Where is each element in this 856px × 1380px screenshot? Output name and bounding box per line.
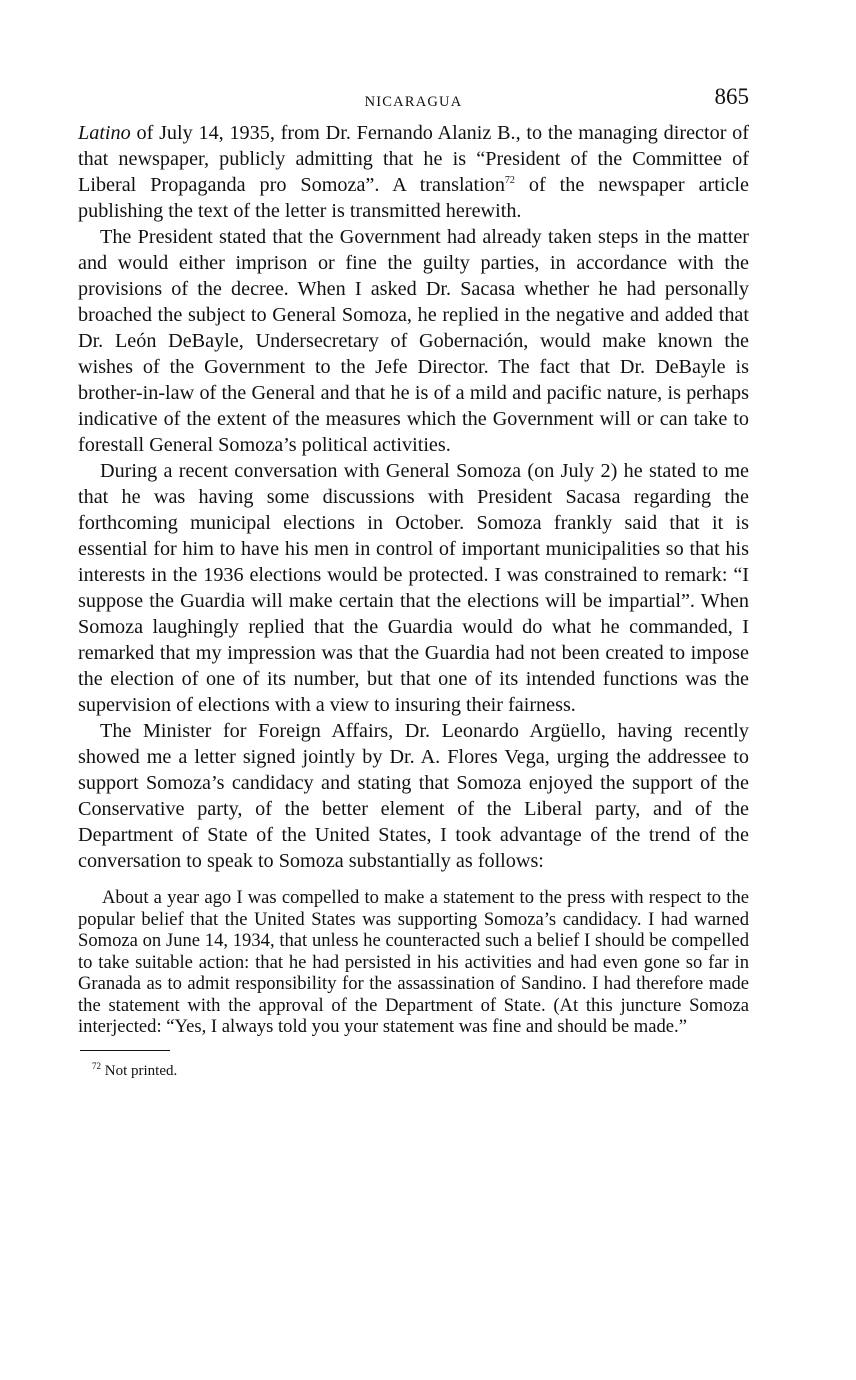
running-header <box>78 84 749 120</box>
footnote <box>92 1062 749 1080</box>
paragraph-1 <box>78 120 749 224</box>
newspaper-title: Latino <box>78 122 131 144</box>
paragraph-1-text-a: of July 14, 1935, from Dr. Fernando Alaniz B., to the managing director of that newspaper, publicly admitting that he is “President of the Committee of Liberal Propaganda pro Somoza”. A translation <box>78 122 749 196</box>
paragraph-1-text-b: of the newspaper article publishing the text of the letter is transmitted herewith. <box>78 174 749 222</box>
running-title: NICARAGUA <box>364 94 463 110</box>
paragraph-2: The President stated that the Government had already taken steps in the matter and would either imprison or fine the guilty parties, in accordance with the provisions of the decree. When I asked Dr. Sacasa whether he had personally broached the subject to General Somoza, he replied in the negative and added that Dr. León DeBayle, Undersecretary of Gobernación, would make known the wishes of the Government to the Jefe Director. The fact that Dr. DeBayle is brother-in-law of the General and that he is of a mild and pacific nature, is perhaps indicative of the extent of the measures which the Government will or can take to forestall General Somoza’s political activities. <box>78 226 749 456</box>
block-quote-text: About a year ago I was compelled to make a statement to the press with respect to the popular belief that the United States was supporting Somoza’s candidacy. I had warned Somoza on June 14, 1934, that unless he counteracted such a belief I should be compelled to take suitable action: that he had persisted in his activities and had even gone so far in Granada as to admit responsibility for the assassination of Sandino. I had therefore made the statement with the approval of the Department of State. (At this juncture Somoza interjected: “Yes, I always told you your statement was fine and should be made.” <box>78 887 749 1037</box>
body-text <box>78 120 749 874</box>
document-page <box>78 84 749 1080</box>
footnote-reference: 72 <box>504 175 515 186</box>
footnote-text: Not printed. <box>101 1062 178 1079</box>
paragraph-3: During a recent conversation with General Somoza (on July 2) he stated to me that he was having some discussions with President Sacasa regarding the forthcoming municipal elections in October. Somoza frankly said that it is essential for him to have his men in control of important municipalities so that his interests in the 1936 elections would be protected. I was constrained to remark: “I suppose the Guardia will make certain that the elections will be impartial”. When Somoza laughingly replied that the Guardia would do what he commanded, I remarked that my impression was that the Guardia had not been created to impose the election of one of its number, but that one of its intended functions was the supervision of elections with a view to insuring their fairness. <box>78 460 749 716</box>
paragraph-4: The Minister for Foreign Affairs, Dr. Leonardo Argüello, having recently showed me a letter signed jointly by Dr. A. Flores Vega, urging the addressee to support Somoza’s candidacy and stating that Somoza enjoyed the support of the Conservative party, of the better element of the Liberal party, and of the Department of State of the United States, I took advantage of the trend of the conversation to speak to Somoza substantially as follows: <box>78 720 749 872</box>
block-quote <box>78 887 749 1038</box>
page-number: 865 <box>714 84 749 109</box>
footnote-divider <box>80 1050 170 1051</box>
footnote-marker: 72 <box>92 1060 101 1071</box>
